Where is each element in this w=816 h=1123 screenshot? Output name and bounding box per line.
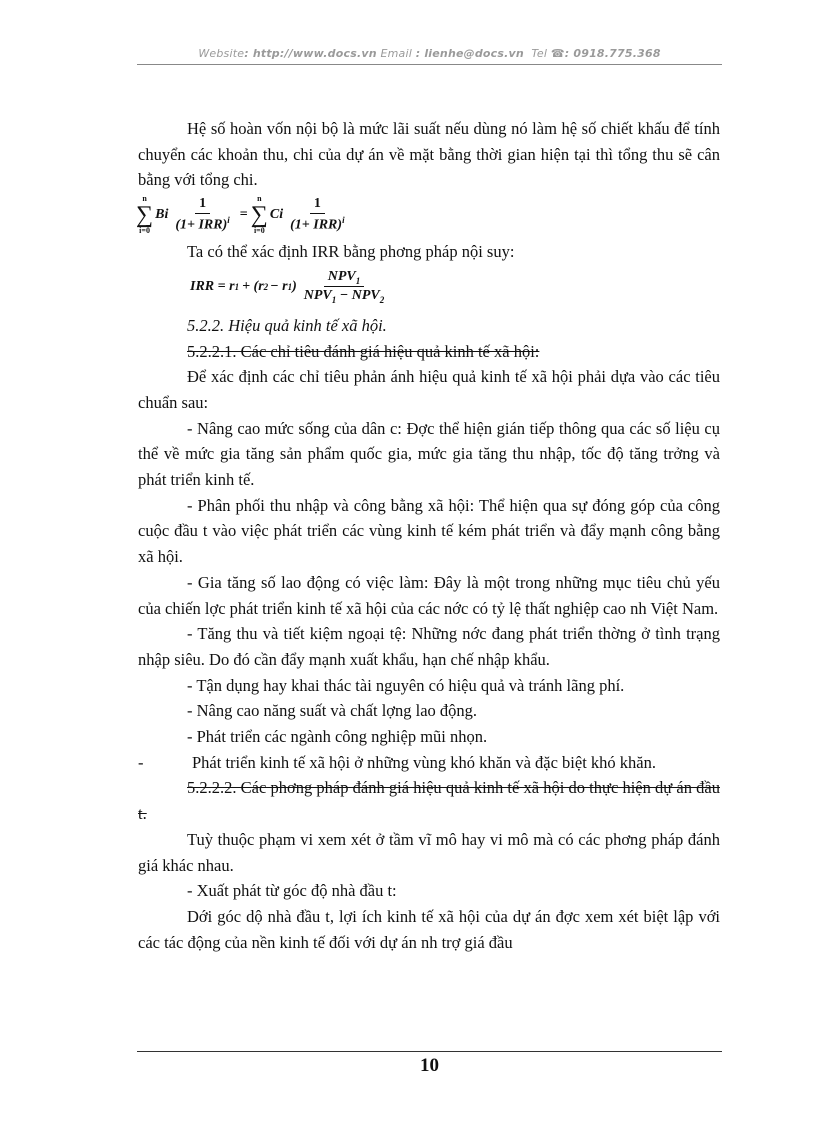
email-label: Email: [380, 47, 412, 60]
website-label: Website: [198, 47, 245, 60]
paragraph-investor-benefits: Dới góc dộ nhà đầu t, lợi ích kinh tế xã hội của dự án đợc xem xét biệt lập với các tác động của nền kinh tế đối với dự án nh trợ giá đầu: [138, 906, 720, 952]
paragraph-resources: - Tận dụng hay khai thác tài nguyên có hiệu quả và tránh lãng phí.: [187, 675, 625, 695]
page-body: [138, 116, 720, 955]
paragraph-employment: - Gia tăng số lao động có việc làm: Đây là một trong những mục tiêu chủ yếu của chiến lợc phát triển kinh tế xã hội của các nớc có tỷ lệ thất nghiệp cao nh Việt Nam.: [138, 572, 720, 618]
paragraph-investor-view: - Xuất phát từ góc độ nhà đầu t:: [187, 881, 397, 901]
equals-sign: =: [239, 207, 248, 223]
page-number: 10: [420, 1055, 439, 1076]
paragraph-scope: Tuỳ thuộc phạm vi xem xét ở tầm vĩ mô hay vi mô mà có các phơng pháp đánh giá khác nhau.: [138, 829, 720, 875]
paragraph-criteria-intro: Để xác định các chỉ tiêu phản ánh hiệu quả kinh tế xã hội phải dựa vào các tiêu chuẩn sau:: [138, 367, 720, 412]
sum-symbol-left: n ∑ i=0: [136, 194, 154, 236]
page-header: [137, 47, 722, 60]
paragraph-difficult-regions: - Phát triển kinh tế xã hội ở những vùng khó khăn và đặc biệt khó khăn.: [138, 752, 656, 772]
paragraph-irr-definition: Hệ số hoàn vốn nội bộ là mức lãi suất nếu dùng nó làm hệ số chiết khấu để tính chuyển các khoản thu, chi của dự án về mặt bằng thời gian hiện tại thì tổng thu sẽ cân bằng với tổng chi.: [138, 119, 720, 190]
paragraph-spearhead-industries: - Phát triển các ngành công nghiệp mũi nhọn.: [187, 727, 488, 747]
footer-divider: [137, 1051, 722, 1052]
rhs-variable: Ci: [269, 207, 284, 223]
email-value: : lienhe@docs.vn: [415, 47, 524, 60]
sum-symbol-right: n ∑ i=0: [250, 194, 268, 236]
paragraph-productivity: - Nâng cao năng suất và chất lợng lao động.: [187, 701, 478, 721]
lhs-variable: Bi: [155, 207, 169, 223]
npv-fraction: $\frac{NPV_1}{NPV_1 - NPV_2}$: [303, 268, 385, 306]
subsection-heading-5-2-2-2: 5.2.2.2. Các phơng pháp đánh giá hiệu quả kinh tế xã hội do thực hiện dự án đầu t.: [138, 778, 720, 824]
interpolation-equation: IRR = r 1 + (r 2 − r 1 ) $\frac{NPV_1}{NPV_1 - NPV_2}$: [190, 265, 720, 309]
tel-label: Tel: [531, 47, 548, 60]
website-value: : http://www.docs.vn: [244, 47, 377, 60]
paragraph-income-distribution: - Phân phối thu nhập và công bằng xã hội: Thể hiện qua sự đóng góp của công cuộc đầu t vào việc phát triển các vùng kinh tế kém phát triển và đẩy mạnh công bằng xã hội.: [138, 495, 720, 567]
rhs-fraction: $\frac{1}{(1+ IRR)^i}$: [290, 196, 345, 233]
irr-equation: [136, 193, 720, 237]
tel-value: ☎: 0918.775.368: [550, 47, 661, 60]
paragraph-foreign-currency: - Tăng thu và tiết kiệm ngoại tệ: Những nớc đang phát triển thờng ở tình trạng nhập siêu. Do đó cần đẩy mạnh xuất khẩu, hạn chế nhập khẩu.: [138, 624, 720, 669]
paragraph-living-standard: - Nâng cao mức sống của dân c: Đợc thể hiện gián tiếp thông qua các số liệu cụ thể về mức gia tăng sản phẩm quốc gia, mức gia tăng thu nhập, tốc độ tăng trởng và phát triển kinh tế.: [138, 418, 720, 490]
section-heading-5-2-2: 5.2.2. Hiệu quả kinh tế xã hội.: [187, 315, 387, 335]
lhs-fraction: $\frac{1}{(1+ IRR)^i}$: [175, 196, 230, 233]
header-divider: [137, 64, 722, 65]
paragraph-interpolation: Ta có thể xác định IRR bằng phơng pháp nội suy:: [187, 242, 515, 262]
subsection-heading-5-2-2-1: 5.2.2.1. Các chỉ tiêu đánh giá hiệu quả kinh tế xã hội:: [187, 341, 540, 361]
